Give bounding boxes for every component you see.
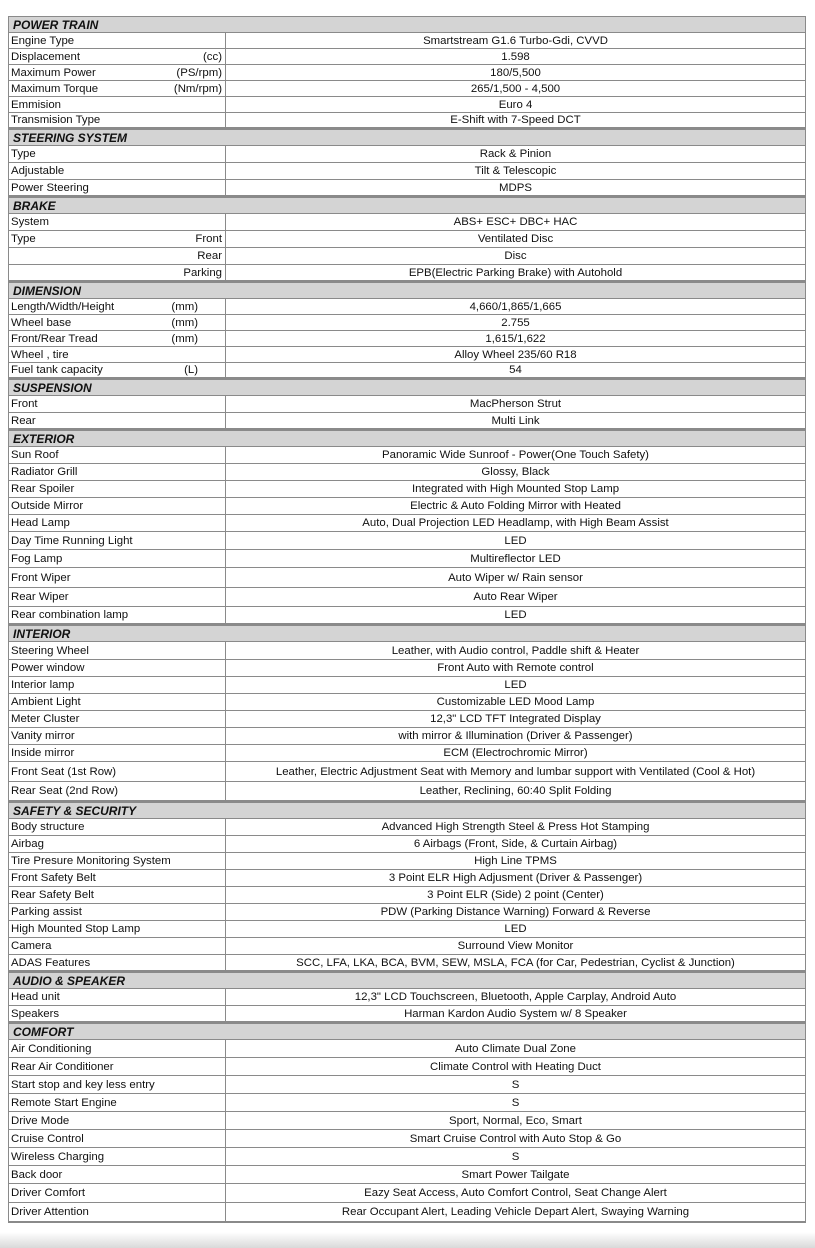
table-row xyxy=(8,869,806,886)
spec-label: Emmision xyxy=(11,98,62,111)
table-row xyxy=(8,1005,806,1022)
table-row xyxy=(8,446,806,463)
spec-label-cell xyxy=(9,163,226,179)
spec-label: Rear Safety Belt xyxy=(11,889,94,901)
spec-value: 1,615/1,622 xyxy=(485,332,546,345)
section-header: POWER TRAIN xyxy=(8,16,806,32)
spec-label-cell xyxy=(9,955,226,970)
table-row xyxy=(8,112,806,128)
spec-label-cell xyxy=(9,498,226,514)
spec-value: MacPherson Strut xyxy=(469,398,562,410)
table-row xyxy=(8,480,806,497)
table-row xyxy=(8,330,806,346)
spec-label: Type xyxy=(11,148,36,160)
spec-value: LED xyxy=(504,679,527,691)
spec-label-cell xyxy=(9,677,226,693)
spec-value: Glossy, Black xyxy=(481,466,550,478)
table-row xyxy=(8,96,806,112)
section-header: DIMENSION xyxy=(8,282,806,298)
spec-value: Panoramic Wide Sunroof - Power(One Touch Safety) xyxy=(382,449,649,461)
spec-label-cell xyxy=(9,904,226,920)
spec-label-cell xyxy=(9,347,226,362)
spec-label: Engine Type xyxy=(11,34,75,47)
section-header: BRAKE xyxy=(8,197,806,213)
spec-value: Euro 4 xyxy=(498,98,533,111)
bottom-shadow xyxy=(0,1232,815,1248)
spec-label: Fog Lamp xyxy=(11,552,63,565)
spec-value: LED xyxy=(504,534,527,547)
spec-label: Wireless Charging xyxy=(11,1150,105,1163)
spec-label-cell xyxy=(9,33,226,48)
spec-unit: Front xyxy=(195,233,222,245)
table-row xyxy=(8,606,806,624)
section-header: SAFETY & SECURITY xyxy=(8,802,806,818)
table-row xyxy=(8,641,806,659)
table-row xyxy=(8,710,806,727)
spec-value: Auto Climate Dual Zone xyxy=(455,1042,576,1055)
table-row xyxy=(8,1093,806,1111)
spec-unit: Rear xyxy=(197,250,222,262)
spec-value: with mirror & Illumination (Driver & Passenger) xyxy=(398,730,633,742)
spec-value: Leather, with Audio control, Paddle shift & Heater xyxy=(391,644,640,657)
table-row xyxy=(8,727,806,744)
spec-value: Rear Occupant Alert, Leading Vehicle Depart Alert, Swaying Warning xyxy=(341,1206,690,1218)
spec-value: Multi Link xyxy=(491,414,540,427)
section-header: STEERING SYSTEM xyxy=(8,129,806,145)
spec-label-cell xyxy=(9,231,226,247)
spec-label-cell xyxy=(9,180,226,195)
spec-value: SCC, LFA, LKA, BCA, BVM, SEW, MSLA, FCA (for Car, Pedestrian, Cyclist & Junction) xyxy=(296,956,735,969)
spec-value: Integrated with High Mounted Stop Lamp xyxy=(411,483,620,495)
spec-label: Front xyxy=(11,398,38,410)
spec-value: 12,3" LCD TFT Integrated Display xyxy=(430,713,601,725)
table-row xyxy=(8,247,806,264)
spec-label: Air Conditioning xyxy=(11,1042,92,1055)
spec-label: Front/Rear Tread xyxy=(11,332,98,345)
spec-label-cell xyxy=(9,1184,226,1202)
table-row xyxy=(8,264,806,281)
spec-label-cell xyxy=(9,1130,226,1147)
table-row xyxy=(8,162,806,179)
spec-label-cell xyxy=(9,97,226,112)
spec-value: High Line TPMS xyxy=(474,855,557,867)
spec-label-cell xyxy=(9,363,226,377)
spec-label: Vanity mirror xyxy=(11,730,75,742)
table-row xyxy=(8,1111,806,1129)
spec-label-cell xyxy=(9,1006,226,1021)
spec-label: Drive Mode xyxy=(11,1114,70,1127)
table-row xyxy=(8,587,806,606)
spec-label: Start stop and key less entry xyxy=(11,1078,155,1091)
spec-label-cell xyxy=(9,81,226,96)
table-row xyxy=(8,954,806,971)
spec-value: Leather, Reclining, 60:40 Split Folding xyxy=(419,785,612,797)
spec-label: Radiator Grill xyxy=(11,466,78,478)
spec-label: Driver Attention xyxy=(11,1206,89,1218)
spec-label-cell xyxy=(9,711,226,727)
table-row xyxy=(8,497,806,514)
spec-label: Steering Wheel xyxy=(11,644,89,657)
table-row xyxy=(8,988,806,1005)
table-row xyxy=(8,761,806,781)
section-suspension xyxy=(8,379,806,430)
spec-label-cell xyxy=(9,1076,226,1093)
spec-label: Maximum Power xyxy=(11,66,96,79)
spec-value: 265/1,500 - 4,500 xyxy=(470,82,561,95)
table-row xyxy=(8,1165,806,1183)
table-row xyxy=(8,362,806,378)
spec-label: Rear Air Conditioner xyxy=(11,1060,114,1073)
table-row xyxy=(8,659,806,676)
table-row xyxy=(8,1075,806,1093)
spec-label-cell xyxy=(9,1112,226,1129)
table-row xyxy=(8,514,806,531)
table-row xyxy=(8,64,806,80)
table-row xyxy=(8,744,806,761)
spec-label: Rear Spoiler xyxy=(11,483,75,495)
spec-label: Speakers xyxy=(11,1007,60,1020)
table-row xyxy=(8,852,806,869)
section-safety-security xyxy=(8,802,806,972)
section-header: AUDIO & SPEAKER xyxy=(8,972,806,988)
spec-value: 1.598 xyxy=(501,50,530,63)
spec-label-cell xyxy=(9,146,226,162)
table-row xyxy=(8,395,806,412)
spec-label-cell xyxy=(9,515,226,531)
spec-label-cell xyxy=(9,938,226,954)
spec-label: Outside Mirror xyxy=(11,500,84,512)
section-header: INTERIOR xyxy=(8,625,806,641)
table-row xyxy=(8,230,806,247)
spec-value: 2.755 xyxy=(501,316,530,329)
spec-value: Multireflector LED xyxy=(470,552,561,565)
section-steering-system xyxy=(8,129,806,197)
table-row xyxy=(8,1129,806,1147)
spec-label: Body structure xyxy=(11,821,85,833)
spec-unit: (mm) xyxy=(171,316,198,329)
spec-value: Alloy Wheel 235/60 R18 xyxy=(454,348,577,361)
spec-label-cell xyxy=(9,642,226,659)
spec-value: Sport, Normal, Eco, Smart xyxy=(449,1114,582,1127)
spec-value: Front Auto with Remote control xyxy=(437,662,594,674)
spec-value: E-Shift with 7-Speed DCT xyxy=(450,114,581,126)
spec-label-cell xyxy=(9,481,226,497)
table-row xyxy=(8,1183,806,1202)
spec-value: Harman Kardon Audio System w/ 8 Speaker xyxy=(404,1007,627,1020)
spec-value: 4,660/1,865/1,665 xyxy=(469,300,562,313)
spec-value: 3 Point ELR (Side) 2 point (Center) xyxy=(427,889,604,901)
table-row xyxy=(8,1202,806,1222)
section-dimension xyxy=(8,282,806,379)
spec-label-cell xyxy=(9,113,226,127)
spec-value: Eazy Seat Access, Auto Comfort Control, Seat Change Alert xyxy=(364,1187,667,1199)
spec-label: Length/Width/Height xyxy=(11,300,115,313)
spec-value: 6 Airbags (Front, Side, & Curtain Airbag) xyxy=(413,838,618,850)
spec-value: Smartstream G1.6 Turbo-Gdi, CVVD xyxy=(423,34,608,47)
table-row xyxy=(8,48,806,64)
table-row xyxy=(8,549,806,567)
section-comfort xyxy=(8,1023,806,1223)
table-row xyxy=(8,818,806,835)
table-row xyxy=(8,412,806,429)
spec-value: PDW (Parking Distance Warning) Forward & Reverse xyxy=(380,906,651,918)
section-header: COMFORT xyxy=(8,1023,806,1039)
spec-label-cell xyxy=(9,396,226,412)
spec-label-cell xyxy=(9,214,226,230)
spec-label-cell xyxy=(9,315,226,330)
spec-unit: (mm) xyxy=(171,300,198,313)
spec-value: S xyxy=(511,1096,520,1109)
section-interior xyxy=(8,625,806,802)
spec-value: EPB(Electric Parking Brake) with Autohold xyxy=(408,266,623,279)
spec-value: Smart Cruise Control with Auto Stop & Go xyxy=(409,1132,622,1145)
spec-unit: (PS/rpm) xyxy=(176,66,222,79)
spec-label-cell xyxy=(9,1166,226,1183)
spec-value: Leather, Electric Adjustment Seat with Memory and lumbar support with Ventilated (Cool & Hot) xyxy=(275,765,756,778)
spec-label-cell xyxy=(9,299,226,314)
spec-unit: (cc) xyxy=(203,50,222,63)
spec-label: Back door xyxy=(11,1168,63,1181)
spec-value: S xyxy=(511,1078,520,1091)
spec-value: LED xyxy=(504,609,527,621)
spec-unit: Parking xyxy=(183,266,222,279)
spec-label: Day Time Running Light xyxy=(11,534,133,547)
spec-value: Climate Control with Heating Duct xyxy=(430,1060,601,1073)
spec-label-cell xyxy=(9,728,226,744)
spec-label: Meter Cluster xyxy=(11,713,80,725)
table-row xyxy=(8,1147,806,1165)
table-row xyxy=(8,80,806,96)
table-row xyxy=(8,314,806,330)
section-exterior xyxy=(8,430,806,625)
table-row xyxy=(8,145,806,162)
spec-label: Adjustable xyxy=(11,165,65,177)
spec-value: Rack & Pinion xyxy=(479,148,552,160)
spec-label: Power Steering xyxy=(11,181,89,194)
table-row xyxy=(8,298,806,314)
spec-value: MDPS xyxy=(499,181,532,194)
table-row xyxy=(8,937,806,954)
spec-value: Smart Power Tailgate xyxy=(461,1168,570,1181)
section-header: EXTERIOR xyxy=(8,430,806,446)
spec-label-cell xyxy=(9,836,226,852)
spec-label-cell xyxy=(9,568,226,587)
spec-unit: (mm) xyxy=(171,332,198,345)
spec-value: ECM (Electrochromic Mirror) xyxy=(443,747,588,759)
table-row xyxy=(8,835,806,852)
spec-label: Transmision Type xyxy=(11,114,101,126)
table-row xyxy=(8,179,806,196)
spec-label-cell xyxy=(9,413,226,428)
spec-label: Tire Presure Monitoring System xyxy=(11,855,171,867)
spec-label-cell xyxy=(9,607,226,623)
section-power-train xyxy=(8,16,806,129)
spec-label: Camera xyxy=(11,940,52,952)
spec-label-cell xyxy=(9,660,226,676)
spec-label: Displacement xyxy=(11,50,81,63)
spec-label-cell xyxy=(9,447,226,463)
spec-label: Wheel , tire xyxy=(11,348,69,361)
spec-label-cell xyxy=(9,1040,226,1057)
table-row xyxy=(8,567,806,587)
table-row xyxy=(8,676,806,693)
spec-label: Ambient Light xyxy=(11,696,81,708)
spec-label-cell xyxy=(9,819,226,835)
table-row xyxy=(8,463,806,480)
spec-label: Interior lamp xyxy=(11,679,75,691)
spec-label: Fuel tank capacity xyxy=(11,364,103,376)
table-row xyxy=(8,781,806,801)
spec-label-cell xyxy=(9,49,226,64)
spec-label: System xyxy=(11,216,49,228)
spec-label-cell xyxy=(9,1094,226,1111)
spec-label: Parking assist xyxy=(11,906,82,918)
spec-label-cell xyxy=(9,65,226,80)
table-row xyxy=(8,1057,806,1075)
spec-value: Electric & Auto Folding Mirror with Heated xyxy=(410,500,621,512)
spec-label: Head unit xyxy=(11,991,60,1003)
spec-label: Cruise Control xyxy=(11,1132,84,1145)
spec-label-cell xyxy=(9,331,226,346)
spec-label: Inside mirror xyxy=(11,747,75,759)
table-row xyxy=(8,531,806,549)
spec-label: Wheel base xyxy=(11,316,72,329)
spec-value: 12,3" LCD Touchscreen, Bluetooth, Apple Carplay, Android Auto xyxy=(354,991,677,1003)
spec-label: Type xyxy=(11,233,36,245)
table-row xyxy=(8,920,806,937)
spec-value: Auto, Dual Projection LED Headlamp, with High Beam Assist xyxy=(362,517,669,529)
spec-label-cell xyxy=(9,1058,226,1075)
spec-value: 54 xyxy=(509,364,522,376)
spec-table xyxy=(8,16,806,1223)
spec-label: High Mounted Stop Lamp xyxy=(11,923,141,935)
spec-label: Front Safety Belt xyxy=(11,872,96,884)
spec-label-cell xyxy=(9,853,226,869)
spec-label-cell xyxy=(9,588,226,606)
spec-value: Surround View Monitor xyxy=(457,940,574,952)
spec-value: Tilt & Telescopic xyxy=(474,165,557,177)
spec-label: ADAS Features xyxy=(11,956,91,969)
spec-value: LED xyxy=(504,923,527,935)
spec-value: ABS+ ESC+ DBC+ HAC xyxy=(453,216,578,228)
spec-label: Front Wiper xyxy=(11,571,71,584)
spec-label-cell xyxy=(9,887,226,903)
spec-label: Rear Wiper xyxy=(11,591,69,603)
table-row xyxy=(8,903,806,920)
spec-value: 3 Point ELR High Adjusment (Driver & Passenger) xyxy=(388,872,643,884)
spec-label-cell xyxy=(9,1148,226,1165)
spec-label-cell xyxy=(9,989,226,1005)
spec-label-cell xyxy=(9,694,226,710)
spec-label: Remote Start Engine xyxy=(11,1096,117,1109)
spec-value: Auto Wiper w/ Rain sensor xyxy=(448,571,583,584)
spec-label-cell xyxy=(9,762,226,781)
spec-value: S xyxy=(511,1150,520,1163)
spec-value: Disc xyxy=(504,250,527,262)
spec-label: Front Seat (1st Row) xyxy=(11,765,117,778)
spec-label: Driver Comfort xyxy=(11,1187,86,1199)
spec-unit: (Nm/rpm) xyxy=(173,82,222,95)
table-row xyxy=(8,346,806,362)
spec-label: Maximum Torque xyxy=(11,82,99,95)
spec-label: Head Lamp xyxy=(11,517,70,529)
table-row xyxy=(8,886,806,903)
spec-label-cell xyxy=(9,921,226,937)
spec-value: Customizable LED Mood Lamp xyxy=(436,696,595,708)
spec-label-cell xyxy=(9,265,226,280)
spec-value: Advanced High Strength Steel & Press Hot Stamping xyxy=(381,821,650,833)
spec-label-cell xyxy=(9,532,226,549)
spec-label-cell xyxy=(9,1203,226,1221)
spec-label-cell xyxy=(9,782,226,800)
spec-label: Power window xyxy=(11,662,85,674)
table-row xyxy=(8,213,806,230)
spec-label: Rear combination lamp xyxy=(11,609,129,621)
spec-label: Rear xyxy=(11,414,36,427)
spec-value: 180/5,500 xyxy=(490,66,541,79)
table-row xyxy=(8,693,806,710)
spec-value: Ventilated Disc xyxy=(477,233,554,245)
spec-label-cell xyxy=(9,248,226,264)
table-row xyxy=(8,32,806,48)
spec-label: Rear Seat (2nd Row) xyxy=(11,785,118,797)
spec-label-cell xyxy=(9,870,226,886)
section-header: SUSPENSION xyxy=(8,379,806,395)
spec-label-cell xyxy=(9,550,226,567)
spec-label: Airbag xyxy=(11,838,44,850)
section-audio-speaker xyxy=(8,972,806,1023)
spec-label-cell xyxy=(9,464,226,480)
spec-value: Auto Rear Wiper xyxy=(473,591,558,603)
table-row xyxy=(8,1039,806,1057)
spec-label-cell xyxy=(9,745,226,761)
section-brake xyxy=(8,197,806,282)
spec-label: Sun Roof xyxy=(11,449,59,461)
spec-unit: (L) xyxy=(184,364,198,376)
